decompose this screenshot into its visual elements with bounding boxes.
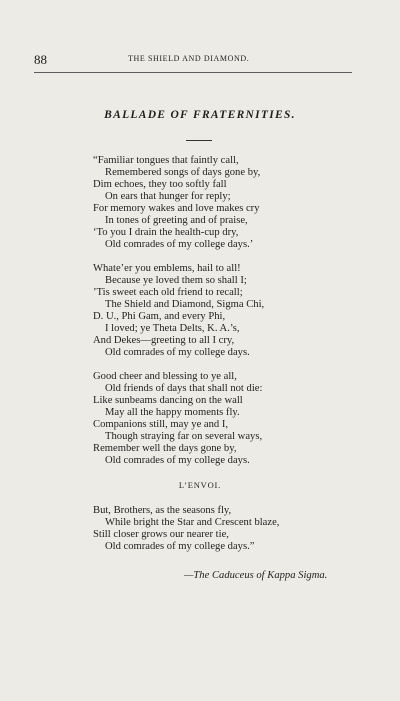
poem-line: For memory wakes and love makes cry	[93, 203, 260, 214]
poem-line: Old comrades of my college days.”	[105, 541, 255, 552]
stanza	[0, 371, 400, 467]
poem-line: But, Brothers, as the seasons fly,	[93, 505, 232, 516]
poem-line: In tones of greeting and of praise,	[105, 215, 248, 226]
poem-line: While bright the Star and Crescent blaze,	[105, 517, 280, 528]
poem-line: Because ye loved them so shall I;	[105, 275, 247, 286]
poem-line: Whate’er you emblems, hail to all!	[93, 263, 241, 274]
poem-line: D. U., Phi Gam, and every Phi,	[93, 311, 226, 322]
envoi-stanza	[0, 505, 400, 553]
running-head: THE SHIELD AND DIAMOND.	[128, 54, 250, 63]
poem-line: Like sunbeams dancing on the wall	[93, 395, 243, 406]
poem-title: BALLADE OF FRATERNITIES.	[104, 109, 296, 121]
attribution: —The Caduceus of Kappa Sigma.	[184, 570, 328, 581]
poem-line: Old comrades of my college days.	[105, 347, 250, 358]
poem-line: ‘To you I drain the health-cup dry,	[93, 227, 239, 238]
poem-line: Old friends of days that shall not die:	[105, 383, 263, 394]
poem-line: May all the happy moments fly.	[105, 407, 240, 418]
poem-line: Companions still, may ye and I,	[93, 419, 229, 430]
page-header	[0, 52, 400, 70]
poem-line: Though straying far on several ways,	[105, 431, 263, 442]
poem-line: “Familiar tongues that faintly call,	[93, 155, 239, 166]
poem-line: Old comrades of my college days.’	[105, 239, 254, 250]
poem-line: The Shield and Diamond, Sigma Chi,	[105, 299, 265, 310]
poem-line: I loved; ye Theta Delts, K. A.’s,	[105, 323, 240, 334]
poem-line: Still closer grows our nearer tie,	[93, 529, 229, 540]
envoi-heading: L’ENVOI.	[178, 480, 222, 490]
stanza	[0, 263, 400, 359]
poem-body	[0, 155, 400, 565]
header-rule	[34, 72, 352, 73]
poem-line: Remember well the days gone by,	[93, 443, 237, 454]
poem-line: ’Tis sweet each old friend to recall;	[93, 287, 243, 298]
page-number: 88	[34, 52, 47, 67]
poem-line: Good cheer and blessing to ye all,	[93, 371, 237, 382]
title-rule	[186, 140, 212, 141]
poem-line: And Dekes—greeting to all I cry,	[93, 335, 235, 346]
poem-line: Dim echoes, they too softly fall	[93, 179, 227, 190]
poem-line: On ears that hunger for reply;	[105, 191, 231, 202]
stanza	[0, 155, 400, 251]
poem-line: Old comrades of my college days.	[105, 455, 250, 466]
poem-line: Remembered songs of days gone by,	[105, 167, 261, 178]
